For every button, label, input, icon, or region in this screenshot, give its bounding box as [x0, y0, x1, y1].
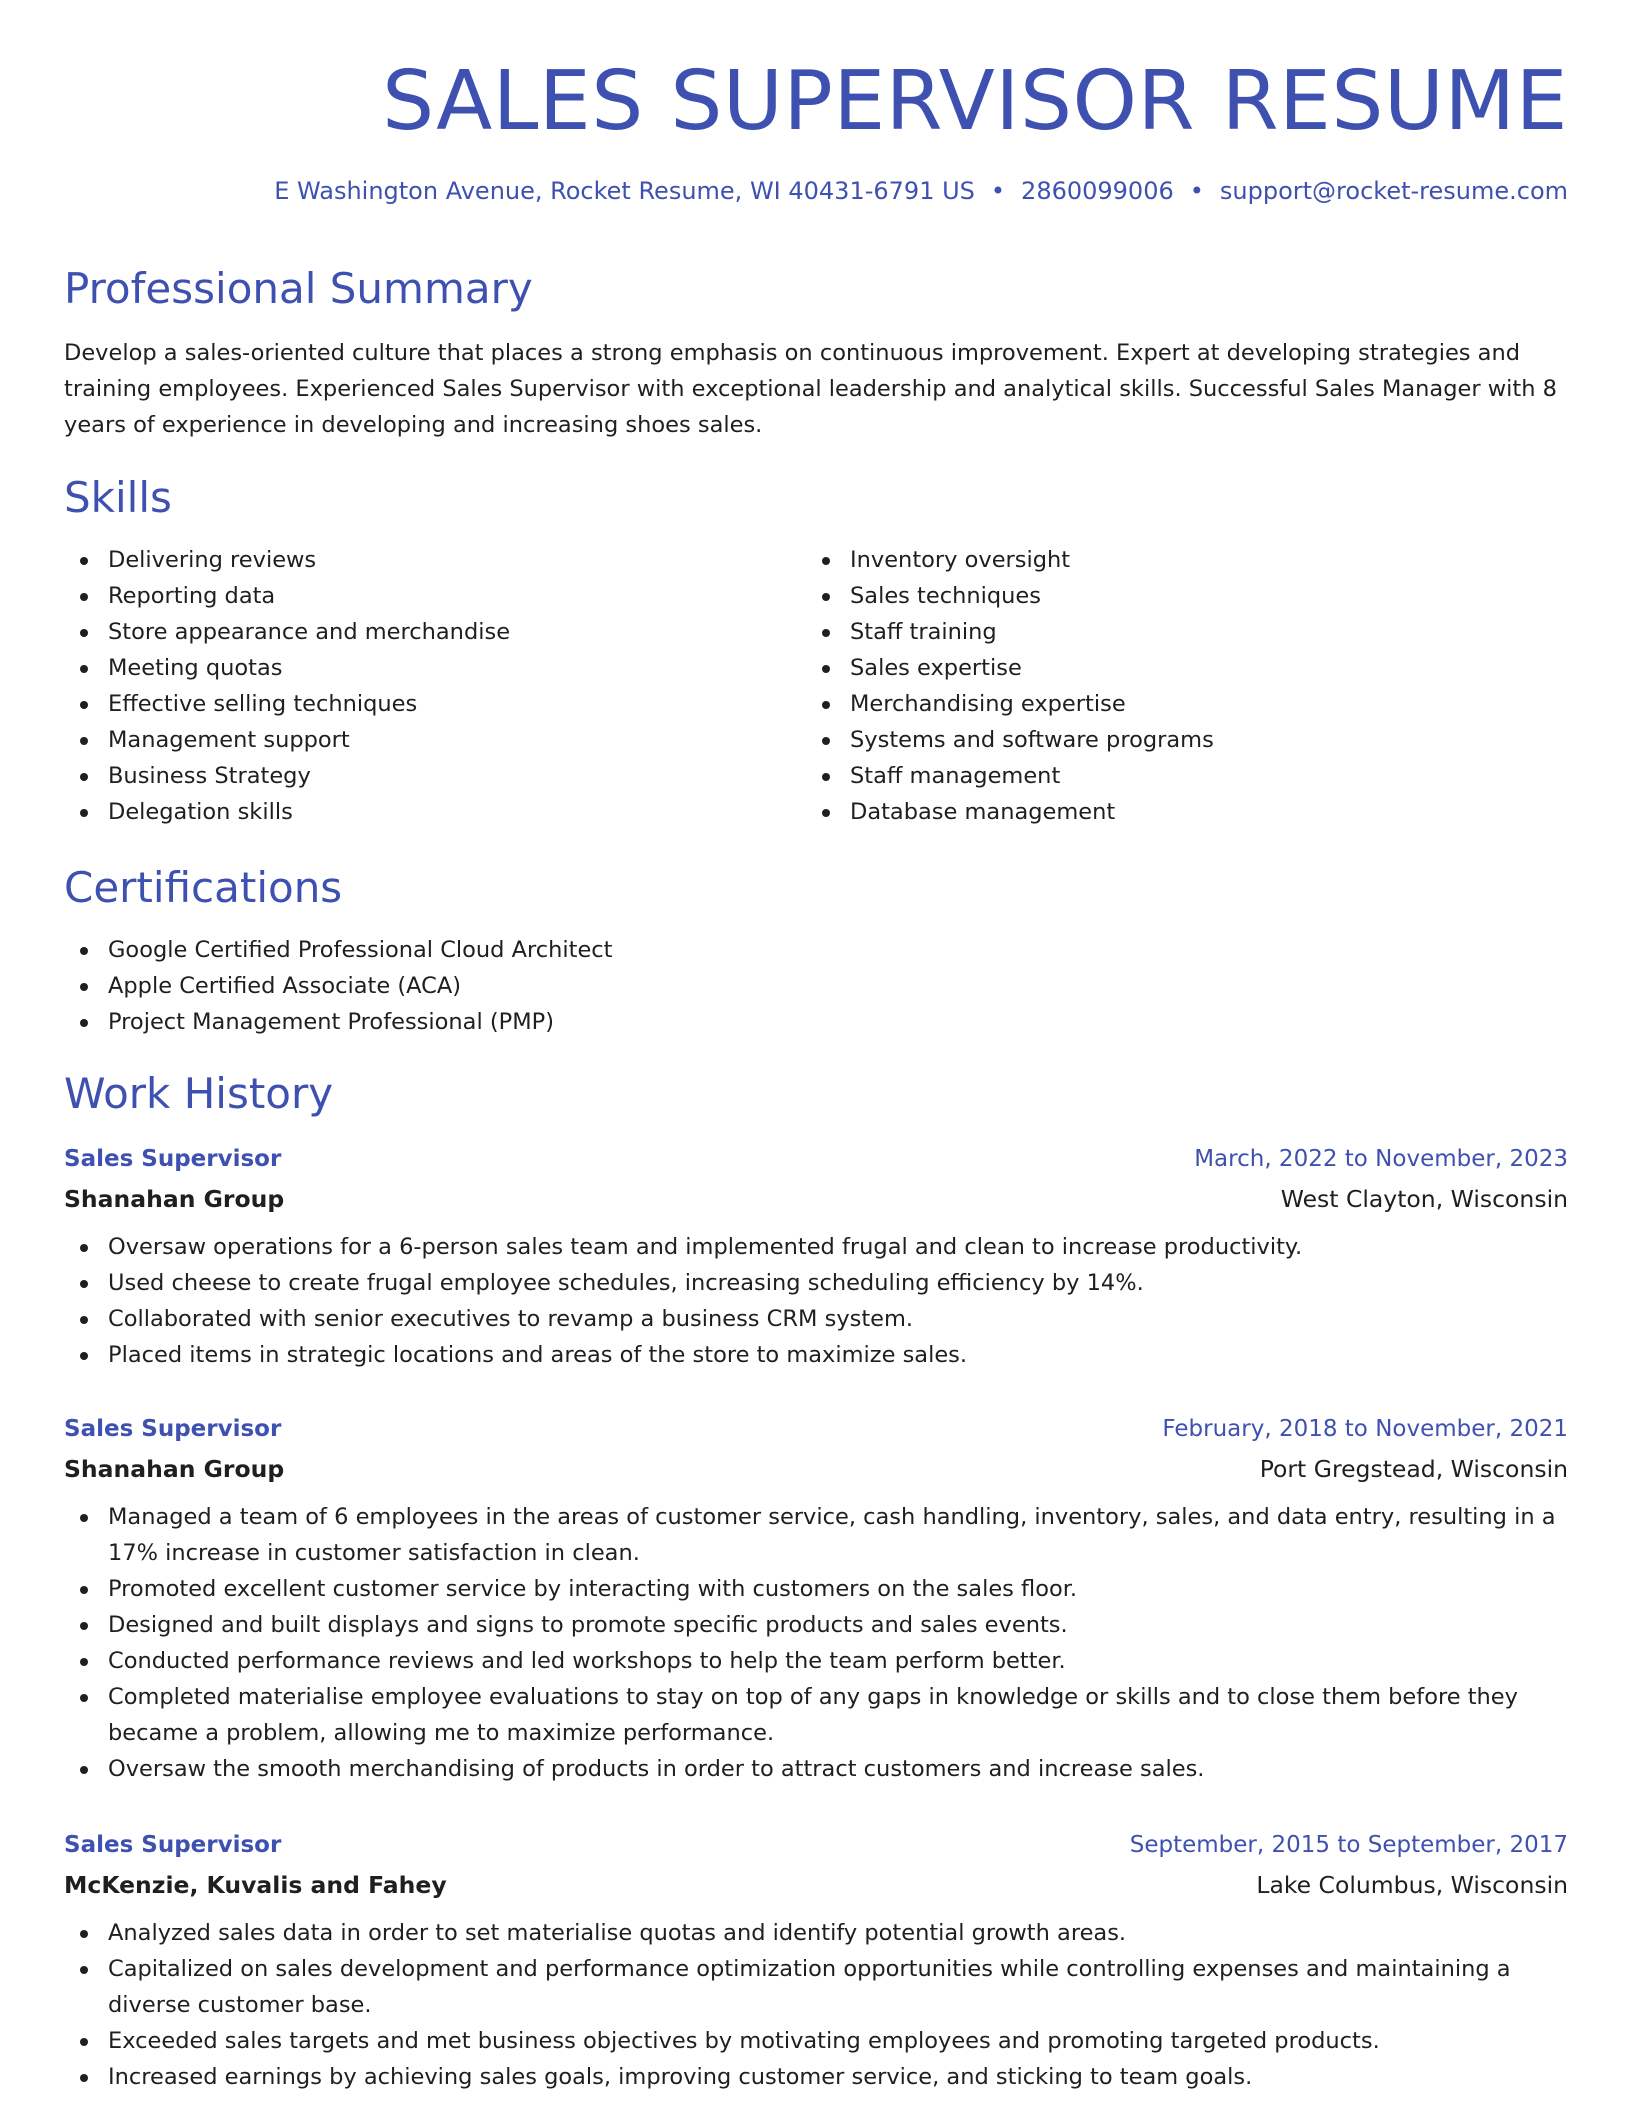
- job-dates: March, 2022 to November, 2023: [1194, 1146, 1568, 1172]
- work-history-heading: Work History: [64, 1069, 334, 1118]
- job-bullet: Promoted excellent customer service by interacting with customers on the sales floor.: [64, 1571, 1568, 1607]
- job-bullet: Exceeded sales targets and met business objectives by motivating employees and promoting targeted products.: [64, 2023, 1568, 2059]
- separator-dot: •: [990, 177, 1006, 205]
- certifications-heading: Certifications: [64, 863, 343, 912]
- skill-item: Store appearance and merchandise: [64, 614, 806, 650]
- skills-heading: Skills: [64, 473, 172, 522]
- resume-page: [64, 0, 1568, 2090]
- skills-list-left: [64, 542, 806, 830]
- skill-item: Delivering reviews: [64, 542, 806, 578]
- skills-column-left: [64, 542, 806, 830]
- job-role: Sales Supervisor: [64, 1146, 282, 1172]
- job-bullet: Placed items in strategic locations and areas of the store to maximize sales.: [64, 1337, 1568, 1373]
- job-bullet: Designed and built displays and signs to promote specific products and sales events.: [64, 1607, 1568, 1643]
- job-bullet: Analyzed sales data in order to set materialise quotas and identify potential growth areas.: [64, 1915, 1568, 1951]
- job-dates: September, 2015 to September, 2017: [1129, 1832, 1568, 1858]
- certifications-bullets: [64, 932, 1568, 1040]
- summary-text: Develop a sales-oriented culture that places a strong emphasis on continuous improvement. Expert at developing strategies and training employees. Experienced Sales Supervisor with exceptional leadership and analytical skills. Successful Sales Manager with 8 years of experience in developing and increasing shoes sales.: [64, 340, 1557, 438]
- skill-item: Merchandising expertise: [806, 686, 1548, 722]
- skill-item: Database management: [806, 794, 1548, 830]
- job-bullet: Used cheese to create frugal employee schedules, increasing scheduling efficiency by 14%.: [64, 1265, 1568, 1301]
- job-entry: [64, 1139, 1568, 1373]
- job-bullets: [64, 1915, 1568, 2095]
- certifications-list: [64, 932, 1568, 1040]
- job-bullet: Completed materialise employee evaluations to stay on top of any gaps in knowledge or skills and to close them before they became a problem, allowing me to maximize performance.: [64, 1679, 1568, 1751]
- job-location: Lake Columbus, Wisconsin: [1256, 1871, 1568, 1899]
- skill-item: Reporting data: [64, 578, 806, 614]
- skill-item: Sales techniques: [806, 578, 1548, 614]
- certification-item: Apple Certified Associate (ACA): [64, 968, 1568, 1004]
- job-bullets: [64, 1499, 1568, 1787]
- job-location: West Clayton, Wisconsin: [1280, 1185, 1568, 1213]
- job-bullet: Increased earnings by achieving sales goals, improving customer service, and sticking to team goals.: [64, 2059, 1568, 2095]
- job-company: McKenzie, Kuvalis and Fahey: [64, 1871, 447, 1899]
- skill-item: Effective selling techniques: [64, 686, 806, 722]
- job-bullet: Managed a team of 6 employees in the areas of customer service, cash handling, inventory, sales, and data entry, resulting in a 17% increase in customer satisfaction in clean.: [64, 1499, 1568, 1571]
- job-subheader-row: [64, 1865, 1568, 1905]
- job-entry: [64, 1825, 1568, 2095]
- job-header-row: [64, 1825, 1568, 1865]
- job-bullet: Conducted performance reviews and led workshops to help the team perform better.: [64, 1643, 1568, 1679]
- job-entry: [64, 1409, 1568, 1787]
- job-subheader-row: [64, 1179, 1568, 1219]
- job-subheader-row: [64, 1449, 1568, 1489]
- skill-item: Business Strategy: [64, 758, 806, 794]
- job-header-row: [64, 1409, 1568, 1449]
- certification-item: Project Management Professional (PMP): [64, 1004, 1568, 1040]
- job-location: Port Gregstead, Wisconsin: [1259, 1455, 1568, 1483]
- skills-columns: [64, 542, 1568, 830]
- job-header-row: [64, 1139, 1568, 1179]
- resume-title: SALES SUPERVISOR RESUME: [382, 54, 1568, 149]
- skill-item: Staff management: [806, 758, 1548, 794]
- contact-address: E Washington Avenue, Rocket Resume, WI 40431-6791 US: [274, 177, 975, 205]
- skill-item: Inventory oversight: [806, 542, 1548, 578]
- contact-email[interactable]: support@rocket-resume.com: [1219, 177, 1568, 205]
- skill-item: Management support: [64, 722, 806, 758]
- job-bullet: Oversaw operations for a 6-person sales team and implemented frugal and clean to increase productivity.: [64, 1229, 1568, 1265]
- job-bullet: Capitalized on sales development and performance optimization opportunities while controlling expenses and maintaining a diverse customer base.: [64, 1951, 1568, 2023]
- skill-item: Meeting quotas: [64, 650, 806, 686]
- job-dates: February, 2018 to November, 2021: [1162, 1416, 1568, 1442]
- skill-item: Delegation skills: [64, 794, 806, 830]
- contact-line: [274, 176, 1568, 206]
- job-bullet: Oversaw the smooth merchandising of products in order to attract customers and increase sales.: [64, 1751, 1568, 1787]
- skill-item: Staff training: [806, 614, 1548, 650]
- skills-column-right: [806, 542, 1548, 830]
- job-role: Sales Supervisor: [64, 1416, 282, 1442]
- job-company: Shanahan Group: [64, 1185, 285, 1213]
- contact-phone: 2860099006: [1021, 177, 1174, 205]
- job-bullets: [64, 1229, 1568, 1373]
- separator-dot: •: [1189, 177, 1204, 205]
- job-company: Shanahan Group: [64, 1455, 285, 1483]
- summary-heading: Professional Summary: [64, 264, 533, 313]
- certification-item: Google Certified Professional Cloud Architect: [64, 932, 1568, 968]
- skill-item: Systems and software programs: [806, 722, 1548, 758]
- job-bullet: Collaborated with senior executives to revamp a business CRM system.: [64, 1301, 1568, 1337]
- job-role: Sales Supervisor: [64, 1832, 282, 1858]
- skill-item: Sales expertise: [806, 650, 1548, 686]
- skills-list-right: [806, 542, 1548, 830]
